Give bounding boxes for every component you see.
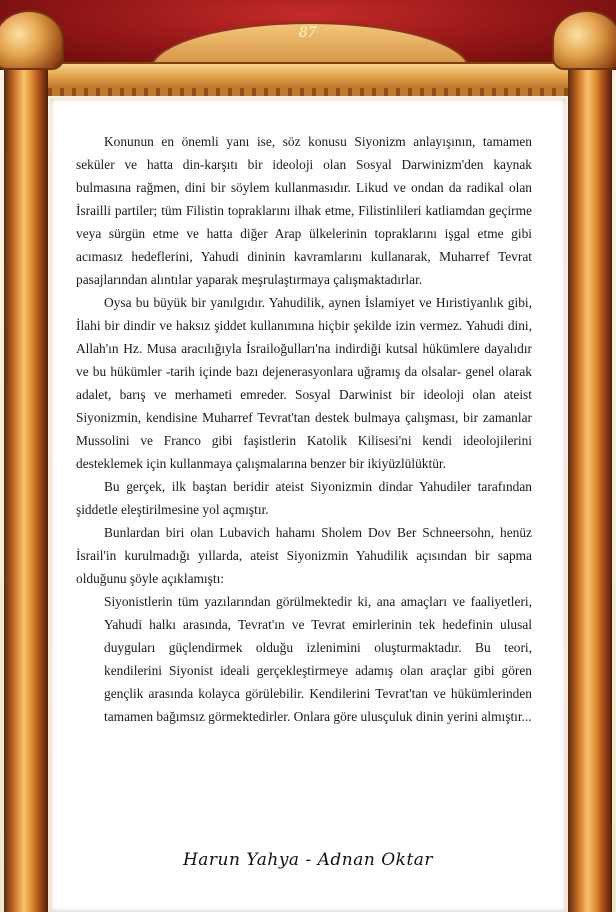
body-text xyxy=(76,130,532,728)
paragraph: Oysa bu büyük bir yanılgıdır. Yahudilik, aynen İslamiyet ve Hıristiyanlık gibi, İlahi bir dindir ve haksız şiddet kullanımına hiçbir şekilde izin vermez. Yahudi dini, Allah'ın Hz. Musa aracılığıyla İsrailoğulları'na indirdiği kutsal hükümlere dayalıdır ve bu hükümler -tarih içinde bazı dejenerasyonlara uğramış da olsalar- genel olarak adalet, barış ve merhameti emreder. Sosyal Darwinist bir ideoloji olan ateist Siyonizmin, kendisine Muharref Tevrat'tan destek bulmaya çalışması, bir zamanlar Mussolini ve Franco gibi faşistlerin Katolik Kilisesi'ni kendi ideolojilerini desteklemek için kullanmaya çalışmalarına benzer bir ikiyüzlülüktür. xyxy=(76,295,532,471)
paragraph: Bu gerçek, ilk baştan beridir ateist Siyonizmin dindar Yahudiler tarafından şiddetle eleştirilmesine yol açmıştır. xyxy=(76,479,532,517)
right-pillar-capital xyxy=(552,10,616,70)
page-number: 87 xyxy=(299,24,317,41)
paragraph: Bunlardan biri olan Lubavich hahamı Sholem Dov Ber Schneersohn, henüz İsrail'in kurulmadığı yıllarda, ateist Siyonizmin Yahudilik açısından bir sapma olduğunu şöyle açıklamıştı: xyxy=(76,525,532,586)
decorative-dentils xyxy=(40,88,576,96)
paragraph: Konunun en önemli yanı ise, söz konusu Siyonizm anlayışının, tamamen seküler ve hatta din-karşıtı bir ideoloji olan Sosyal Darwinizm'den kaynak bulmasına rağmen, dini bir söylem kullanmasıdır. Likud ve ondan da radikal olan İsrailli partiler; tüm Filistin topraklarını ilhak etme, Filistinlileri katliamdan geçirme veya sürgün etme ve hatta diğer Arap ülkelerinin topraklarını işgal etme gibi acımasız hedeflerini, Yahudi dininin kavramlarını kullanarak, Muharref Tevrat pasajlarından alıntılar yaparak meşrulaştırmaya çalışmaktadırlar. xyxy=(76,134,532,287)
left-pillar-capital xyxy=(0,10,64,70)
block-quote: Siyonistlerin tüm yazılarından görülmektedir ki, ana amaçları ve faaliyetleri, Yahudi halkı arasında, Tevrat'ın ve Tevrat emirlerinin tek hedefinin ulusal duyguları güçlendirmek olduğu izlenimini oluşturmaktadır. Bu teori, kendilerini Siyonist ideali gerçekleştirmeye adamış olan araçlar gibi gören gençlik arasında kolayca görülebilir. Kendilerini Tevrat'tan ve hükümlerinden tamamen bağımsız görmektedirler. Onlara göre ulusçuluk dinin yerini almıştır... xyxy=(104,594,532,724)
left-pillar xyxy=(4,36,48,912)
right-pillar xyxy=(568,36,612,912)
author-signature: Harun Yahya - Adnan Oktar xyxy=(182,850,434,870)
